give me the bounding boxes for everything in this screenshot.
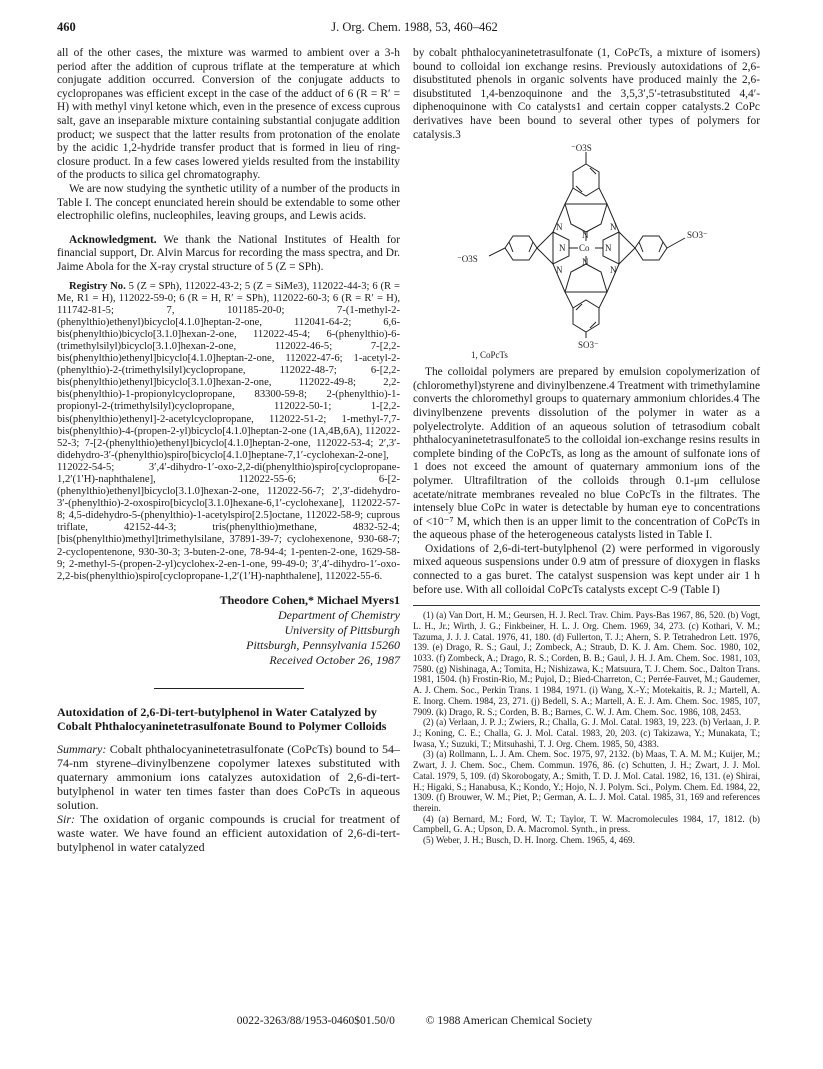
communication-title: Autoxidation of 2,6-Di-tert-butylphenol in Water Catalyzed by Cobalt Phthalocyaninetetrasulfonate Bound to Polymer Colloids [57, 704, 387, 734]
sulfonate-left-label: ⁻O3S [457, 254, 478, 265]
sir-label: Sir: [57, 811, 75, 826]
right-column [413, 47, 760, 846]
nitrogen-label: N [610, 222, 617, 233]
summary [57, 742, 400, 812]
sulfonate-top-label: ⁻O3S [571, 143, 592, 154]
references [413, 605, 760, 845]
section-divider [154, 688, 304, 689]
registry-text: 5 (Z = SPh), 112022-43-2; 5 (Z = SiMe3), 112022-44-3; 6 (R = Me, R1 = H), 112022-59-0; 6 (R = H, R′ = SPh), 112022-60-3; 6 (R = R′ = H), 111742-81-5; 7, 101185-20-0; 7-(1-methyl-2-(phenylthio)ethenyl)bicyclo[4.1.0]heptan-2-one, 112041-64-2; 6,6-bis(phenylthio)bicyclo[3.1.0]hexan-2-one, 112022-45-4; 6-(phenylthio)-6-(trimethylsilyl)bicyclo[3.1.0]hexan-2-one, 112022-46-5; 7-[2,2-bis(phenylthio)ethenyl]bicyclo[4.1.0]heptan-2-one, 112022-47-6; 1-acetyl-2-(phenylthio)-2-(trimethylsilyl)cyclopropane, 112022-48-7; 6-[2,2-bis(phenylthio)ethenyl]bicyclo[3.1.0]hexan-2-one, 112022-49-8; 2,2-bis(phenylthio)-1-propionylcyclopropane, 83300-59-8; 2-(phenylthio)-1-propionyl-2-(trimethylsilyl)cyclopropane, 112022-50-1; 1-[2,2-bis(phenylthio)ethenyl]-2-acetylcyclopropane, 112022-51-2; 1-methyl-7,7-bis(phenylthio)-4-(propen-2-yl)bicyclo[4.1.0]heptan-2-one (1A,4B,6A), 112022-52-3; 7-[2-(phenylthio)ethenyl]bicyclo[4.1.0]heptan-2-one, 112022-53-4; 2′,3′-didehydro-3′-(phenylthio)spiro[bicyclo[4.1.0]heptane-7,1′-cyclohexan-2-one], 112022-54-5; 3′,4′-dihydro-1′-oxo-2,2-di(phenylthio)spiro[cyclopropane-1,2′(1′H)-naphthalene], 112022-55-6; 6-[2-(phenylthio)ethenyl]bicyclo[3.1.0]hexan-2-one, 112022-56-7; 2′,3′-didehydro-3′-(phenylthio)-2-oxospiro[bicyclo[3.1.0]hexane-6,1′-cyclohexane], 112022-57-8; 4,5-didehydro-5-(phenylthio)-1-acetylspiro[2.5]octane, 112022-58-9; cuprous triflate, 42152-44-3; tris(phenylthio)methane, 4832-52-4; [bis(phenylthio)methyl]trimethylsilane, 37891-39-7; cyclohexenone, 930-68-7; 2-cyclopentenone, 930-30-3; 3-buten-2-one, 78-94-4; 1-penten-2-one, 1629-58-9; 2-methyl-5-(propen-2-yl)cyclohex-2-en-1-one, 99-49-0; 3′,4′-dihydro-1′-oxo-2,2-bis(phenylthio)spiro[cyclopropane-1,2′(1′H)-naphthalene], 112022-55-6. [57, 280, 400, 582]
nitrogen-label: N [610, 265, 617, 276]
running-header [57, 20, 772, 40]
nitrogen-label: N [559, 243, 566, 254]
reference-5: (5) Weber, J. H.; Busch, D. H. Inorg. Chem. 1965, 4, 469. [423, 835, 635, 846]
registry-numbers [57, 281, 400, 583]
city: Pittsburgh, Pennsylvania 15260 [246, 637, 400, 652]
left-benzo-ring [505, 236, 537, 260]
reference-1: (1) (a) Van Dort, H. M.; Geursen, H. J. Recl. Trav. Chim. Pays-Bas 1967, 86, 520. (b) Vogt, L. H., Jr.; Wirth, J. G.; Finkbeiner, H. L. J. Org. Chem. 1969, 34, 273. (c) Kothari, V. M.; Tazuma, J. J. J. Catal. 1976, 41, 180. (d) Fullerton, T. J.; Ahern, S. P. Tetrahedron Lett. 1976, 139. (e) Drago, R. S.; Gaul, J.; Zombeck, A.; Straub, D. K. J. Am. Chem. Soc. 1980, 102, 1033. (f) Zombeck, A.; Drago, R. S.; Corden, B. B.; Gaul, J. H. J. Am. Chem. Soc. 1981, 103, 7580. (g) Nishinaga, A.; Tomita, H.; Nishizawa, K.; Matsuura, T. J. Chem. Soc., Dalton Trans. 1981, 1504. (h) Frostin-Rio, M.; Pujol, D.; Bied-Charreton, C.; Perrée-Fauvet, M.; Gaudemer, A. J. Chem. Soc., Perkin Trans. 1 1984, 1971. (i) Wang, X.-Y.; Motekaitis, R. J.; Martell, A. E. Inorg. Chem. 1984, 23, 271. (j) Bedell, S. A.; Martell, A. E. J. Am. Chem. Soc. 1985, 107, 7909. (k) Drago, R. S.; Corden, B. B.; Barnes, C. W. J. Am. Chem. Soc. 1986, 108, 2453. [413, 610, 760, 717]
university: University of Pittsburgh [284, 622, 400, 637]
left-paragraph-1: all of the other cases, the mixture was warmed to ambient over a 3-h period after the addition of cuprous triflate at the temperature at which conjugate addition occurred. Conversion of the conjugate adducts to cyclopropanes was efficient except in the case of the adduct of 6 (R = R′ = H) with methyl vinyl ketone which, even in the presence of excess cuprous salt, gave an inseparable mixture containing substantial conjugate addition product; we suspect that the latter results from protonation of the enolate by the acidic 1,2-hydride transfer product that is formed in lieu of ring-closure product. In a few cases lowered yields resulted from the instability of the products to silica gel chromatography. [57, 47, 400, 182]
reference-3: (3) (a) Rollmann, L. J. Am. Chem. Soc. 1975, 97, 2132. (b) Maas, T. A. M. M.; Kuijer, M.; Zwart, J. J. Chem. Soc., Chem. Commun. 1976, 86. (c) Schutten, J. H.; Zwart, J. J. Mol. Catal. 1979, 5, 109. (d) Skorobogaty, A.; Smith, T. D. J. Mol. Catal. 1982, 16, 131. (e) Shirai, H.; Higaki, S.; Hanabusa, K.; Kondo, Y.; Hojo, N. J. Polym. Sci., Polym. Chem. Ed. 1984, 22, 1309. (f) Brouwer, W. M.; Piet, P.; German, A. L. J. Mol. Catal. 1985, 31, 169 and references therein. [413, 749, 760, 813]
acknowledgment [57, 234, 400, 275]
author-affiliation [57, 593, 400, 668]
reference-4: (4) (a) Bernard, M.; Ford, W. T.; Taylor, T. W. Macromolecules 1984, 17, 1812. (b) Campbell, G. A.; Upson, D. A. Macromol. Synth., in press. [413, 813, 760, 835]
page-number: 460 [57, 20, 76, 34]
sulfonate-bottom-label: SO3⁻ [578, 340, 599, 351]
article-code: 0022-3263/88/1953-0460$01.50/0 [236, 1015, 395, 1027]
left-column [57, 47, 400, 854]
journal-citation: J. Org. Chem. 1988, 53, 460–462 [331, 20, 498, 34]
nitrogen-label: N [582, 230, 589, 241]
acknowledgment-heading: Acknowledgment. [69, 233, 157, 246]
sulfonate-right-label: SO3⁻ [687, 230, 708, 241]
authors: Theodore Cohen,* Michael Myers1 [219, 592, 400, 607]
copyright: © 1988 American Chemical Society [425, 1015, 593, 1027]
sir-paragraph [57, 812, 400, 854]
top-benzo-ring [573, 164, 599, 196]
bottom-benzo-ring [573, 300, 599, 332]
cobalt-label: Co [579, 243, 590, 254]
nitrogen-label: N [556, 222, 563, 233]
received-date: Received October 26, 1987 [269, 652, 400, 667]
summary-text: Cobalt phthalocyaninetetrasulfonate (CoPcTs) bound to 54–74-nm styrene–divinylbenzene copolymer latexes substituted with quaternary ammonium ions catalyzes autoxidation of 2,6-di-tert-butylphenol in water ten times faster than does CoPcTs in aqueous solution. [57, 741, 401, 812]
nitrogen-label: N [556, 265, 563, 276]
bottom-pyrrole [565, 264, 607, 292]
right-paragraph-3: Oxidations of 2,6-di-tert-butylphenol (2) were performed in vigorously mixed aqueous suspensions under 0.9 atm of pressure of dioxygen in flasks connected to a gas buret. The catalyst suspension was kept under air 1 h before use. With all colloidal CoPcTs catalysts except C-9 (Table I) [413, 542, 760, 596]
structure-drawing [413, 142, 760, 352]
department: Department of Chemistry [278, 607, 400, 622]
reference-2: (2) (a) Verlaan, J. P. J.; Zwiers, R.; Challa, G. J. Mol. Catal. 1983, 19, 223. (b) Verlaan, J. P. J.; Koning, C. E.; Challa, G. J. Mol. Catal. 1983, 20, 203. (c) Takizawa, Y.; Munakata, T.; Iwasa, Y.; Suzuki, T.; Mitsuhashi, T. J. Org. Chem. 1985, 50, 4383. [413, 717, 760, 749]
cobalt-phthalocyanine-structure [413, 142, 760, 352]
right-paragraph-2: The colloidal polymers are prepared by emulsion copolymerization of (chloromethyl)styrene and divinylbenzene.4 Treatment with trimethylamine converts the chloromethyl groups to quaternary ammonium chlorides.4 The divinylbenzene prevents dissolution of the polymer in water as a polyelectrolyte. Addition of an aqueous solution of tetrasodium cobalt phthalocyaninetetrasulfonate5 to the colloidal ion-exchange resins results in complete binding of the CoPcTs, as long as the amount of sulfonate ions of 1 does not exceed the amount of quaternary ammonium ions of the polymer. Ultrafiltration of the colloids through 0.1-μm cellulose acetate/nitrate membranes revealed no blue CoPcTs in the filtrates. The intensely blue CoPc in water is detectable by human eye to concentrations of <10⁻⁷ M, which then is an upper limit to the concentration of CoPcTs in the aqueous phase of the heterogeneous catalysts listed in Table I. [413, 366, 760, 542]
right-paragraph-1: by cobalt phthalocyaninetetrasulfonate (1, CoPcTs, a mixture of isomers) bound to colloidal ion exchange resins. Previously autoxidations of 2,6-disubstituted phenols in organic solvents have produced mainly the 2,6-disubstituted 1,4-benzoquinone and the 3,5,3′,5′-tetrasubstituted 4,4′-diphenoquinone with Co catalysts1 and certain copper catalysts.2 CoPc derivatives have been bound to several other types of polymers for catalysis.3 [413, 47, 760, 141]
nitrogen-label: N [582, 257, 589, 268]
acknowledgment-text: We thank the National Institutes of Health for financial support, Dr. Alvin Marcus for recording the mass spectra, and Dr. Jaime Abola for the X-ray crystal structure of 5 (Z = SPh). [57, 233, 400, 273]
nitrogen-label: N [605, 243, 612, 254]
summary-label: Summary: [57, 741, 107, 756]
structure-caption: 1, CoPcTs [471, 350, 508, 361]
page-footer [57, 1015, 772, 1027]
registry-heading: Registry No. [69, 280, 126, 292]
left-paragraph-2: We are now studying the synthetic utility of a number of the products in Table I. The concept enunciated herein should be extendable to some other electrophilic olefins, nucleophiles, leaving groups, and Lewis acids. [57, 182, 400, 223]
sir-text: The oxidation of organic compounds is crucial for treatment of waste water. We have found an efficient autoxidation of 2,6-di-tert-butylphenol in water catalyzed [57, 811, 400, 854]
top-pyrrole [565, 204, 607, 232]
right-benzo-ring [635, 236, 667, 260]
